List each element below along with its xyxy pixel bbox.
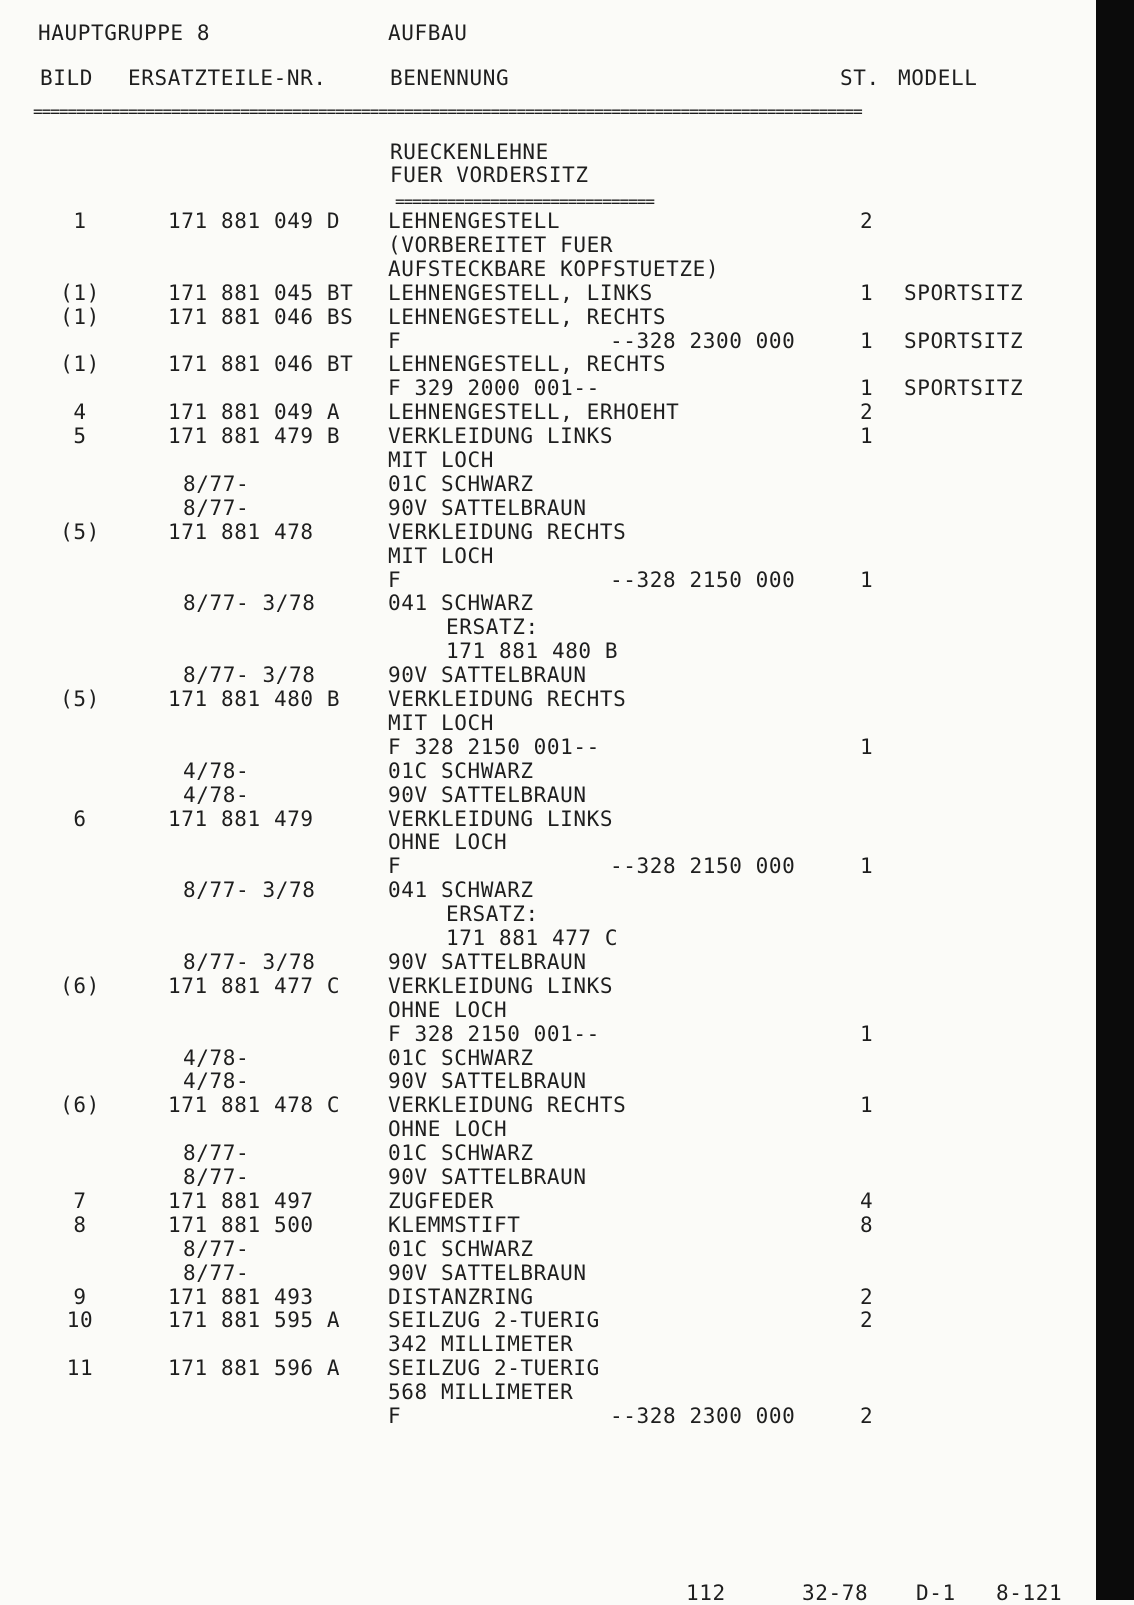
part-description: MIT LOCH [388,448,494,472]
part-description: DISTANZRING [388,1284,534,1309]
quantity: 1 [860,424,874,449]
figure-number: 4 [73,400,87,425]
table-row [0,1047,1090,1071]
table-row [0,688,1090,712]
part-description: 01C SCHWARZ [388,471,534,496]
table-row [0,569,1090,593]
figure-number: (5) [60,687,100,711]
table-row [0,712,1090,736]
model-note: SPORTSITZ [904,376,1024,401]
table-row [0,1238,1090,1262]
part-number: 171 881 046 BS [168,304,354,329]
part-description: 90V SATTELBRAUN [388,495,587,520]
quantity: 1 [860,328,874,353]
date-range: 8/77- [183,1141,250,1166]
chassis-range: --328 2150 000 [610,854,796,879]
figure-number: (6) [60,1093,100,1118]
table-row [0,1333,1090,1357]
table-row [0,1381,1090,1405]
group-title: HAUPTGRUPPE 8 [38,21,211,45]
table-row [0,664,1090,688]
date-range: 8/77- [183,495,250,520]
chassis-range: --328 2300 000 [610,328,796,353]
part-number: 171 881 478 [168,519,314,544]
table-row [0,592,1090,616]
section-subtitle: RUECKENLEHNE [390,140,549,164]
table-row [0,903,1090,927]
figure-number: 7 [73,1188,87,1213]
table-row [0,1262,1090,1286]
table-row [0,999,1090,1023]
part-number: 171 881 479 B [168,424,341,449]
part-description: 90V SATTELBRAUN [388,1260,587,1285]
date-range: 8/77- 3/78 [183,591,316,616]
footer-page-reference: 8-121 [996,1581,1063,1605]
table-row [0,784,1090,808]
date-range: 8/77- [183,1165,250,1189]
table-row [0,1142,1090,1166]
part-description: 90V SATTELBRAUN [388,663,587,688]
figure-number: 5 [73,424,87,449]
part-description: F [388,328,402,353]
part-description: 01C SCHWARZ [388,1141,534,1166]
table-row [0,1118,1090,1142]
part-description: SEILZUG 2-TUERIG [388,1308,600,1333]
part-description: 568 MILLIMETER [388,1380,574,1405]
part-description: OHNE LOCH [388,830,508,855]
table-row [0,736,1090,760]
quantity: 2 [860,1284,874,1309]
part-number: 171 881 500 [168,1212,314,1237]
table-row [0,234,1090,258]
column-header-bild: BILD [40,66,93,90]
section-title: AUFBAU [388,21,468,45]
table-row [0,1023,1090,1047]
part-description: LEHNENGESTELL, LINKS [388,280,653,305]
part-description: F 329 2000 001-- [388,376,600,401]
replacement-note: ERSATZ: [446,902,539,927]
table-row [0,306,1090,330]
subtitle-separator: ============================== [395,192,654,211]
quantity: 1 [860,1093,874,1118]
figure-number: (1) [60,304,100,329]
table-row [0,497,1090,521]
part-description: ZUGFEDER [388,1188,494,1213]
quantity: 2 [860,209,874,233]
scan-dark-edge [1096,0,1134,1600]
date-range: 8/77- [183,1236,250,1261]
table-row [0,353,1090,377]
figure-number: 11 [66,1356,94,1381]
date-range: 8/77- [183,1260,250,1285]
table-row [0,401,1090,425]
part-description: 041 SCHWARZ [388,878,534,903]
part-description: AUFSTECKBARE KOPFSTUETZE) [388,256,720,281]
part-number: 171 881 480 B [168,687,341,711]
part-description: F 328 2150 001-- [388,734,600,759]
part-number: 171 881 049 A [168,400,341,425]
table-row [0,1094,1090,1118]
part-description: OHNE LOCH [388,997,508,1022]
figure-number: (1) [60,280,100,305]
part-description: 01C SCHWARZ [388,758,534,783]
table-row [0,1070,1090,1094]
table-row [0,927,1090,951]
part-description: F [388,1404,402,1428]
table-row [0,377,1090,401]
part-description: LEHNENGESTELL, ERHOEHT [388,400,680,425]
quantity: 1 [860,280,874,305]
figure-number: 6 [73,806,87,831]
part-description: OHNE LOCH [388,1117,508,1142]
quantity: 1 [860,854,874,879]
part-description: 90V SATTELBRAUN [388,1165,587,1189]
table-row [0,545,1090,569]
part-description: F 328 2150 001-- [388,1021,600,1046]
date-range: 4/78- [183,758,250,783]
part-description: 90V SATTELBRAUN [388,1069,587,1094]
date-range: 8/77- 3/78 [183,949,316,974]
table-row [0,855,1090,879]
quantity: 1 [860,734,874,759]
part-description: MIT LOCH [388,543,494,568]
part-number: 171 881 596 A [168,1356,341,1381]
table-row [0,258,1090,282]
table-row [0,1190,1090,1214]
quantity: 2 [860,1404,874,1428]
table-row [0,975,1090,999]
table-row [0,879,1090,903]
part-description: 01C SCHWARZ [388,1045,534,1070]
footer-code: 32-78 [802,1581,869,1605]
table-row [0,1357,1090,1381]
part-number: 171 881 046 BT [168,352,354,377]
date-range: 8/77- [183,471,250,496]
table-row [0,831,1090,855]
model-note: SPORTSITZ [904,280,1024,305]
part-description: LEHNENGESTELL [388,209,561,233]
chassis-range: --328 2300 000 [610,1404,796,1428]
table-row [0,330,1090,354]
quantity: 2 [860,400,874,425]
table-row [0,210,1090,234]
part-description: VERKLEIDUNG LINKS [388,806,614,831]
column-header-part-number: ERSATZTEILE-NR. [128,66,327,90]
figure-number: (5) [60,519,100,544]
replacement-note: 171 881 480 B [446,639,619,664]
date-range: 8/77- 3/78 [183,663,316,688]
replacement-note: 171 881 477 C [446,926,619,950]
part-description: VERKLEIDUNG RECHTS [388,1093,627,1118]
quantity: 1 [860,376,874,401]
table-row [0,640,1090,664]
part-description: F [388,567,402,592]
table-row [0,1309,1090,1333]
part-number: 171 881 478 C [168,1093,341,1118]
table-row [0,473,1090,497]
table-row [0,1286,1090,1310]
part-description: VERKLEIDUNG RECHTS [388,687,627,711]
table-row [0,449,1090,473]
table-row [0,425,1090,449]
part-number: 171 881 497 [168,1188,314,1213]
section-subtitle-line-2: FUER VORDERSITZ [390,163,589,187]
column-header-name: BENENNUNG [390,66,510,90]
table-row [0,1166,1090,1190]
part-description: VERKLEIDUNG LINKS [388,973,614,998]
table-row [0,616,1090,640]
part-number: 171 881 479 [168,806,314,831]
table-row [0,1214,1090,1238]
replacement-note: ERSATZ: [446,615,539,640]
header-separator: ================================================================================================ [33,102,862,121]
part-number: 171 881 493 [168,1284,314,1309]
footer-page-number: 112 [686,1581,726,1605]
column-header-quantity: ST. [840,66,880,90]
part-number: 171 881 049 D [168,209,341,233]
table-row [0,951,1090,975]
part-description: 041 SCHWARZ [388,591,534,616]
date-range: 4/78- [183,1045,250,1070]
part-description: VERKLEIDUNG LINKS [388,424,614,449]
part-description: 342 MILLIMETER [388,1332,574,1357]
table-row [0,1405,1090,1429]
table-row [0,808,1090,832]
table-row [0,521,1090,545]
date-range: 4/78- [183,1069,250,1094]
figure-number: 8 [73,1212,87,1237]
part-description: MIT LOCH [388,710,494,735]
part-description: SEILZUG 2-TUERIG [388,1356,600,1381]
table-row [0,760,1090,784]
part-description: LEHNENGESTELL, RECHTS [388,304,667,329]
part-description: F [388,854,402,879]
column-header-model: MODELL [898,66,978,90]
date-range: 4/78- [183,782,250,807]
figure-number: 1 [73,209,87,233]
chassis-range: --328 2150 000 [610,567,796,592]
quantity: 4 [860,1188,874,1213]
part-description: 90V SATTELBRAUN [388,949,587,974]
table-row [0,282,1090,306]
part-description: 01C SCHWARZ [388,1236,534,1261]
part-number: 171 881 477 C [168,973,341,998]
date-range: 8/77- 3/78 [183,878,316,903]
figure-number: (1) [60,352,100,377]
part-description: 90V SATTELBRAUN [388,782,587,807]
part-description: KLEMMSTIFT [388,1212,521,1237]
figure-number: (6) [60,973,100,998]
part-description: (VORBEREITET FUER [388,232,614,257]
model-note: SPORTSITZ [904,328,1024,353]
quantity: 8 [860,1212,874,1237]
part-description: LEHNENGESTELL, RECHTS [388,352,667,377]
quantity: 1 [860,567,874,592]
figure-number: 9 [73,1284,87,1309]
part-number: 171 881 045 BT [168,280,354,305]
footer-reference: D-1 [916,1581,956,1605]
part-number: 171 881 595 A [168,1308,341,1333]
part-description: VERKLEIDUNG RECHTS [388,519,627,544]
figure-number: 10 [66,1308,94,1333]
quantity: 2 [860,1308,874,1333]
quantity: 1 [860,1021,874,1046]
